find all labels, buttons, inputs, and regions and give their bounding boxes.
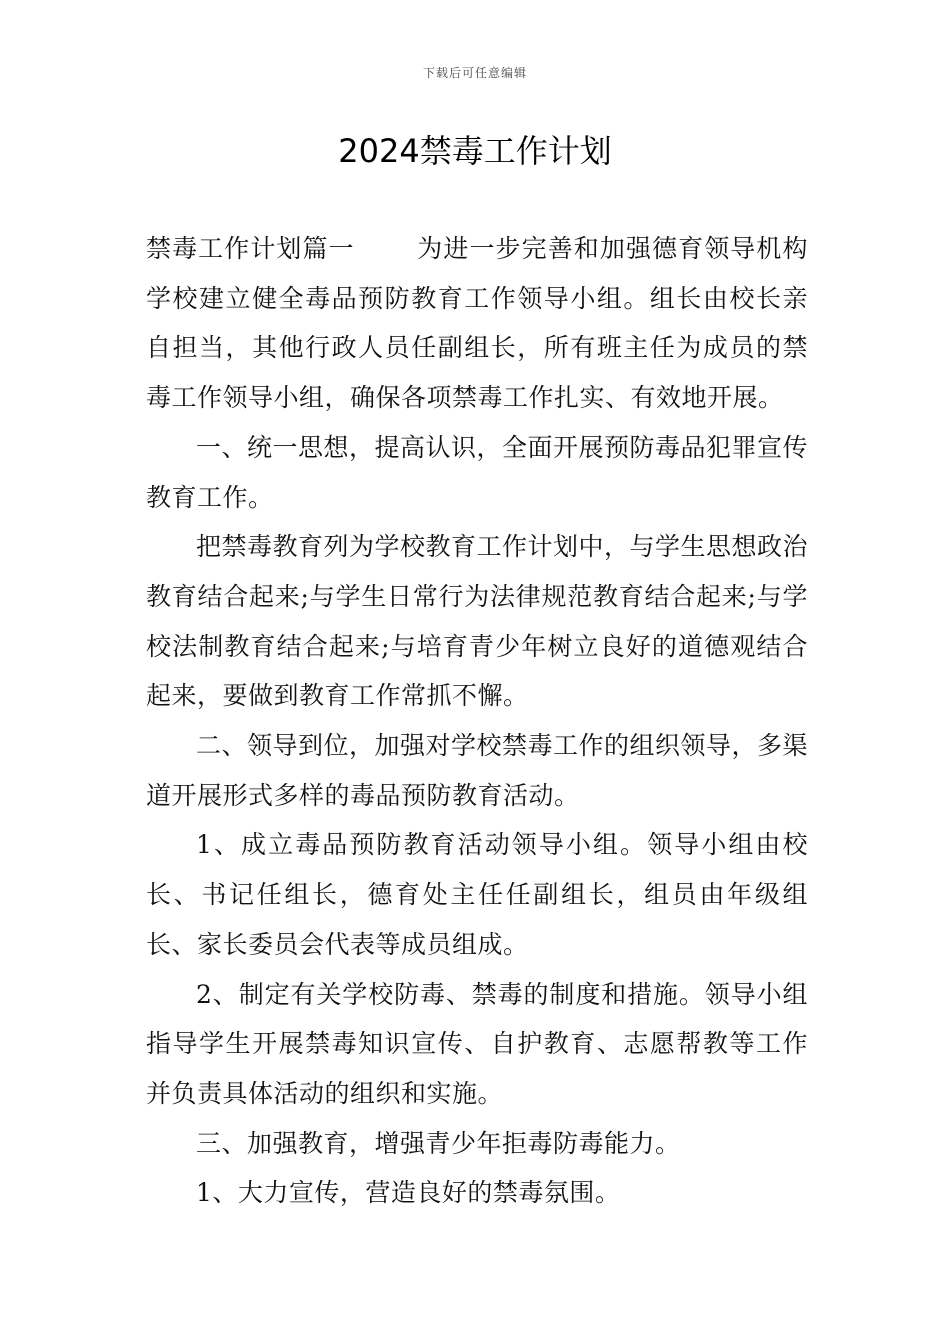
document-title: 2024禁毒工作计划	[338, 132, 612, 170]
paragraph-1: 一、统一思想，提高认识，全面开展预防毒品犯罪宣传教育工作。	[146, 432, 809, 512]
paragraph-2: 把禁毒教育列为学校教育工作计划中，与学生思想政治教育结合起来;与学生日常行为法律规范教育结合起来;与学校法制教育结合起来;与培育青少年树立良好的道德观结合起来，要做到教育工作常抓不懈。	[146, 532, 809, 711]
intro-text: 为进一步完善和加强德育领导机构学校建立健全毒品预防教育工作领导小组。组长由校长亲自担当，其他行政人员任副组长，所有班主任为成员的禁毒工作领导小组，确保各项禁毒工作扎实、有效地开展。	[146, 234, 808, 413]
document-body	[146, 224, 808, 1218]
header-note: 下载后可任意编辑	[422, 66, 527, 80]
paragraph-4: 1、成立毒品预防教育活动领导小组。领导小组由校长、书记任组长，德育处主任任副组长，组员由年级组长、家长委员会代表等成员组成。	[146, 830, 808, 959]
paragraph-7: 1、大力宣传，营造良好的禁毒氛围。	[196, 1178, 621, 1208]
paragraph-5: 2、制定有关学校防毒、禁毒的制度和措施。领导小组指导学生开展禁毒知识宣传、自护教育、志愿帮教等工作并负责具体活动的组织和实施。	[146, 979, 808, 1108]
intro-lead: 禁毒工作计划篇一	[146, 234, 355, 263]
paragraph-6: 三、加强教育，增强青少年拒毒防毒能力。	[196, 1128, 681, 1158]
paragraph-3: 二、领导到位，加强对学校禁毒工作的组织领导，多渠道开展形式多样的毒品预防教育活动。	[146, 731, 809, 810]
intro-paragraph	[146, 224, 808, 423]
